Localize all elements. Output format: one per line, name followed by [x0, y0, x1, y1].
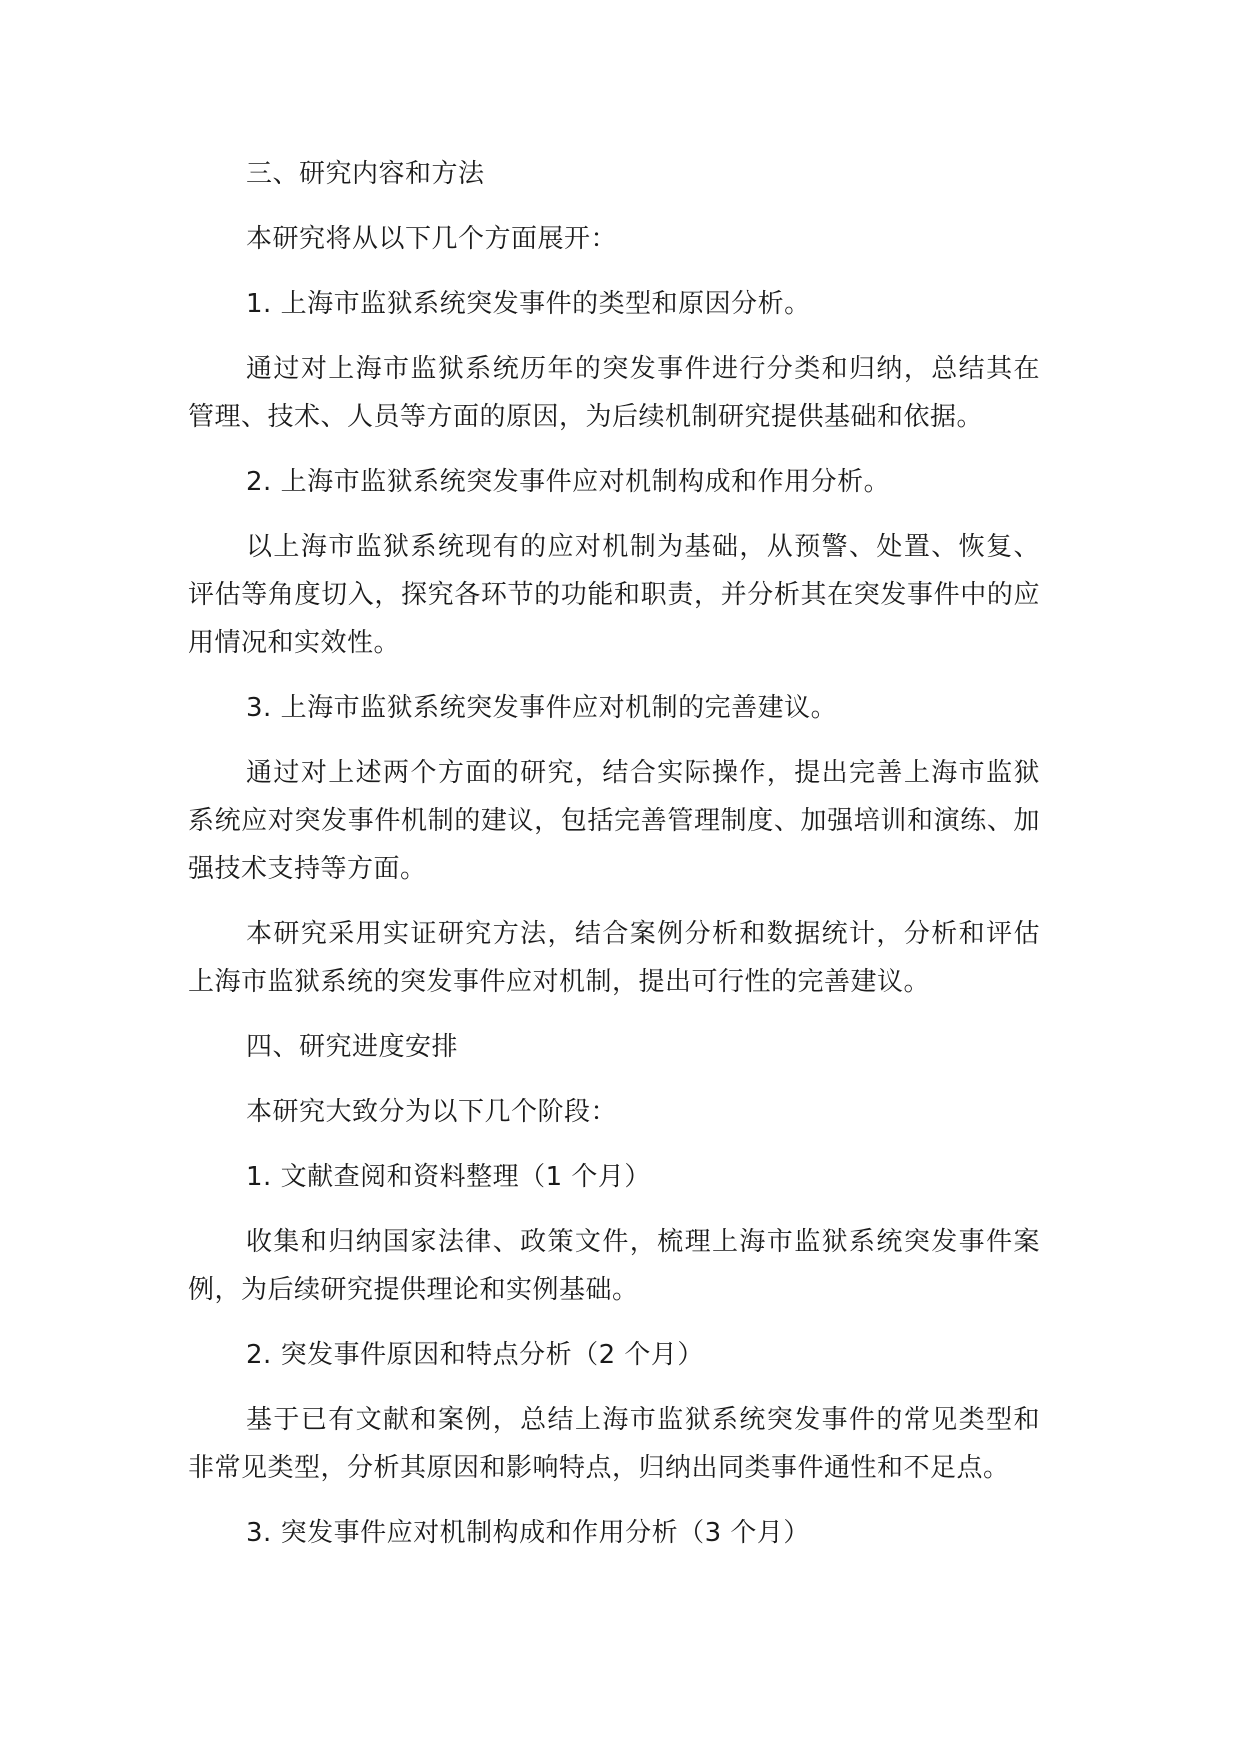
paragraph-stages-intro: 本研究大致分为以下几个阶段： [246, 1097, 618, 1127]
list-item-3-body: 通过对上述两个方面的研究，结合实际操作，提出完善上海市监狱系统应对突发事件机制的建议，包括完善管理制度、加强培训和演练、加强技术支持等方面。 [188, 758, 1040, 884]
stage-2-heading: 2. 突发事件原因和特点分析（2 个月） [246, 1340, 704, 1370]
list-item-2-body: 以上海市监狱系统现有的应对机制为基础，从预警、处置、恢复、评估等角度切入，探究各环节的功能和职责，并分析其在突发事件中的应用情况和实效性。 [188, 532, 1040, 658]
list-item-1-heading: 1. 上海市监狱系统突发事件的类型和原因分析。 [246, 289, 811, 319]
stage-1-body: 收集和归纳国家法律、政策文件，梳理上海市监狱系统突发事件案例，为后续研究提供理论和实例基础。 [188, 1227, 1040, 1305]
list-item-2-heading: 2. 上海市监狱系统突发事件应对机制构成和作用分析。 [246, 467, 891, 497]
stage-1-heading: 1. 文献查阅和资料整理（1 个月） [246, 1162, 651, 1192]
paragraph-intro: 本研究将从以下几个方面展开： [246, 224, 618, 254]
stage-2-body: 基于已有文献和案例，总结上海市监狱系统突发事件的常见类型和非常见类型，分析其原因和影响特点，归纳出同类事件通性和不足点。 [188, 1405, 1040, 1483]
stage-3-heading: 3. 突发事件应对机制构成和作用分析（3 个月） [246, 1518, 810, 1548]
section-heading-research-content: 三、研究内容和方法 [246, 159, 485, 189]
section-heading-schedule: 四、研究进度安排 [246, 1032, 459, 1062]
list-item-3-heading: 3. 上海市监狱系统突发事件应对机制的完善建议。 [246, 693, 838, 723]
list-item-1-body: 通过对上海市监狱系统历年的突发事件进行分类和归纳，总结其在管理、技术、人员等方面的原因，为后续机制研究提供基础和依据。 [188, 354, 1040, 432]
paragraph-method: 本研究采用实证研究方法，结合案例分析和数据统计，分析和评估上海市监狱系统的突发事件应对机制，提出可行性的完善建议。 [188, 919, 1040, 997]
document-body [188, 150, 1040, 1557]
